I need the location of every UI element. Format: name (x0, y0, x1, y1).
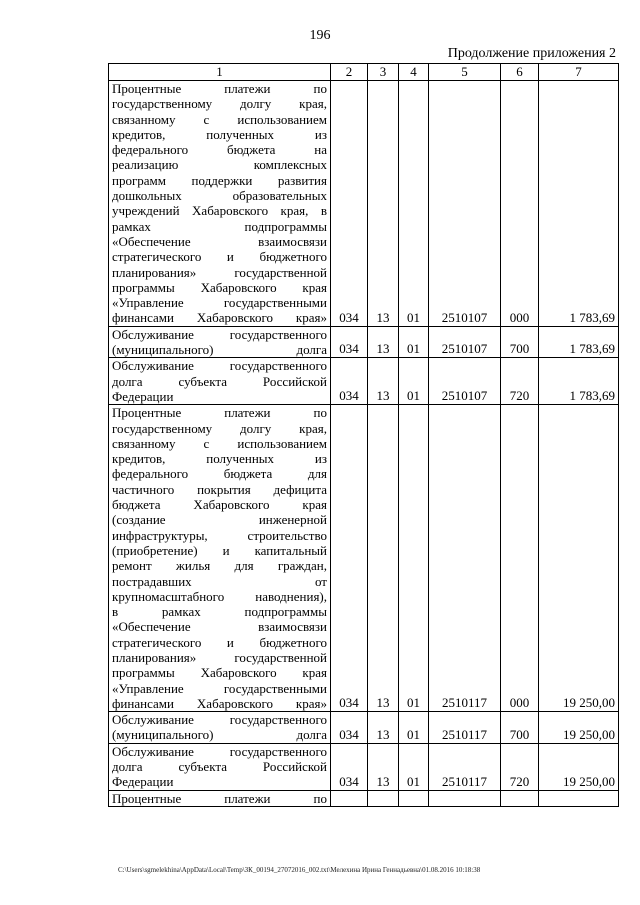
description-line: стратегического и бюджетного (112, 249, 327, 265)
description-line: Процентные платежи по (112, 81, 327, 96)
section-cell: 13 (368, 743, 399, 790)
description-line: дошкольных образовательных (112, 188, 327, 204)
description-line: крупномасштабного наводнения), (112, 588, 327, 604)
description-line: (муниципального) долга (112, 342, 327, 358)
description-line: связанному с использованием (112, 111, 327, 127)
expense-type-cell: 700 (501, 326, 539, 358)
description-line: учреждений Хабаровского края, в (112, 203, 327, 219)
description-line: Обслуживание государственного (112, 326, 327, 342)
description-line: бюджета Хабаровского края (112, 497, 327, 513)
row-description (109, 405, 331, 712)
description-line: «Управление государственными (112, 680, 327, 696)
description-line: инфраструктуры, строительство (112, 527, 327, 543)
description-line: программы Хабаровского края (112, 665, 327, 681)
page-number: 196 (309, 28, 331, 43)
amount-cell: 19 250,00 (539, 712, 619, 744)
target-article-cell: 2510107 (429, 326, 501, 358)
table-row (109, 81, 619, 327)
description-line: планирования» государственной (112, 649, 327, 665)
section-cell: 13 (368, 326, 399, 358)
description-line: связанному с использованием (112, 435, 327, 451)
code-cell (331, 790, 368, 806)
subsection-cell: 01 (399, 405, 429, 712)
description-line: долга субъекта Российской (112, 759, 327, 775)
table-row (109, 326, 619, 358)
file-path-footer: C:\Users\sgmelekhina\AppData\Local\Temp\ЗК_00194_27072016_002.txt\Мелехина Ирина Геннадьевна\01.08.2016 10:18:38 (118, 866, 481, 874)
description-line: реализацию комплексных (112, 157, 327, 173)
description-line: (приобретение) и капитальный (112, 542, 327, 558)
description-line: долга субъекта Российской (112, 373, 327, 389)
description-line: пострадавших от (112, 573, 327, 589)
header-cell: 6 (501, 64, 539, 81)
description-line: ремонт жилья для граждан, (112, 558, 327, 574)
table-row (109, 358, 619, 405)
description-line: программы Хабаровского края (112, 279, 327, 295)
description-line: частичного покрытия дефицита (112, 481, 327, 497)
expense-type-cell: 720 (501, 743, 539, 790)
description-line: государственному долгу края, (112, 96, 327, 112)
target-article-cell: 2510107 (429, 81, 501, 327)
amount-cell: 19 250,00 (539, 743, 619, 790)
header-cell: 3 (368, 64, 399, 81)
header-cell: 2 (331, 64, 368, 81)
amount-cell: 1 783,69 (539, 358, 619, 405)
amount-cell: 1 783,69 (539, 326, 619, 358)
header-cell: 7 (539, 64, 619, 81)
description-line: (создание инженерной (112, 512, 327, 528)
row-description (109, 81, 331, 327)
subsection-cell (399, 790, 429, 806)
table-row (109, 712, 619, 744)
table-row (109, 743, 619, 790)
amount-cell (539, 790, 619, 806)
row-description (109, 743, 331, 790)
amount-cell: 1 783,69 (539, 81, 619, 327)
row-description (109, 790, 331, 806)
section-cell: 13 (368, 405, 399, 712)
expense-type-cell: 000 (501, 405, 539, 712)
expense-type-cell (501, 790, 539, 806)
description-line: Федерации (112, 388, 174, 404)
expense-type-cell: 720 (501, 358, 539, 405)
section-cell: 13 (368, 712, 399, 744)
description-line: государственному долгу края, (112, 420, 327, 436)
description-line: стратегического и бюджетного (112, 634, 327, 650)
header-cell: 4 (399, 64, 429, 81)
code-cell: 034 (331, 358, 368, 405)
table-row (109, 405, 619, 712)
section-cell: 13 (368, 358, 399, 405)
description-line: Обслуживание государственного (112, 743, 327, 759)
target-article-cell: 2510117 (429, 712, 501, 744)
code-cell: 034 (331, 81, 368, 327)
target-article-cell (429, 790, 501, 806)
description-line: федерального бюджета на (112, 142, 327, 158)
description-line: федерального бюджета для (112, 466, 327, 482)
description-line: «Обеспечение взаимосвязи (112, 619, 327, 635)
target-article-cell: 2510107 (429, 358, 501, 405)
target-article-cell: 2510117 (429, 405, 501, 712)
expense-type-cell: 000 (501, 81, 539, 327)
expense-type-cell: 700 (501, 712, 539, 744)
description-line: (муниципального) долга (112, 727, 327, 743)
section-cell (368, 790, 399, 806)
description-line: планирования» государственной (112, 264, 327, 280)
code-cell: 034 (331, 743, 368, 790)
subsection-cell: 01 (399, 743, 429, 790)
subsection-cell: 01 (399, 81, 429, 327)
subsection-cell: 01 (399, 358, 429, 405)
description-line: Обслуживание государственного (112, 712, 327, 728)
description-line: «Обеспечение взаимосвязи (112, 233, 327, 249)
amount-cell: 19 250,00 (539, 405, 619, 712)
code-cell: 034 (331, 405, 368, 712)
description-line: Процентные платежи по (112, 405, 327, 421)
description-line: в рамках подпрограммы (112, 604, 327, 620)
description-line: Процентные платежи по (112, 790, 327, 806)
description-line: кредитов, полученных из (112, 126, 327, 142)
subsection-cell: 01 (399, 326, 429, 358)
description-line: «Управление государственными (112, 295, 327, 311)
header-cell: 1 (109, 64, 331, 81)
target-article-cell: 2510117 (429, 743, 501, 790)
header-cell: 5 (429, 64, 501, 81)
description-line: кредитов, полученных из (112, 451, 327, 467)
continuation-label: Продолжение приложения 2 (447, 46, 616, 61)
table-row (109, 790, 619, 806)
table-header-row (109, 64, 619, 81)
description-line: Обслуживание государственного (112, 358, 327, 374)
description-line: финансами Хабаровского края» (112, 695, 327, 711)
code-cell: 034 (331, 326, 368, 358)
budget-table (108, 63, 619, 807)
subsection-cell: 01 (399, 712, 429, 744)
row-description (109, 712, 331, 744)
description-line: финансами Хабаровского края» (112, 310, 327, 326)
code-cell: 034 (331, 712, 368, 744)
description-line: программ поддержки развития (112, 172, 327, 188)
row-description (109, 358, 331, 405)
row-description (109, 326, 331, 358)
section-cell: 13 (368, 81, 399, 327)
description-line: рамках подпрограммы (112, 218, 327, 234)
description-line: Федерации (112, 774, 174, 790)
